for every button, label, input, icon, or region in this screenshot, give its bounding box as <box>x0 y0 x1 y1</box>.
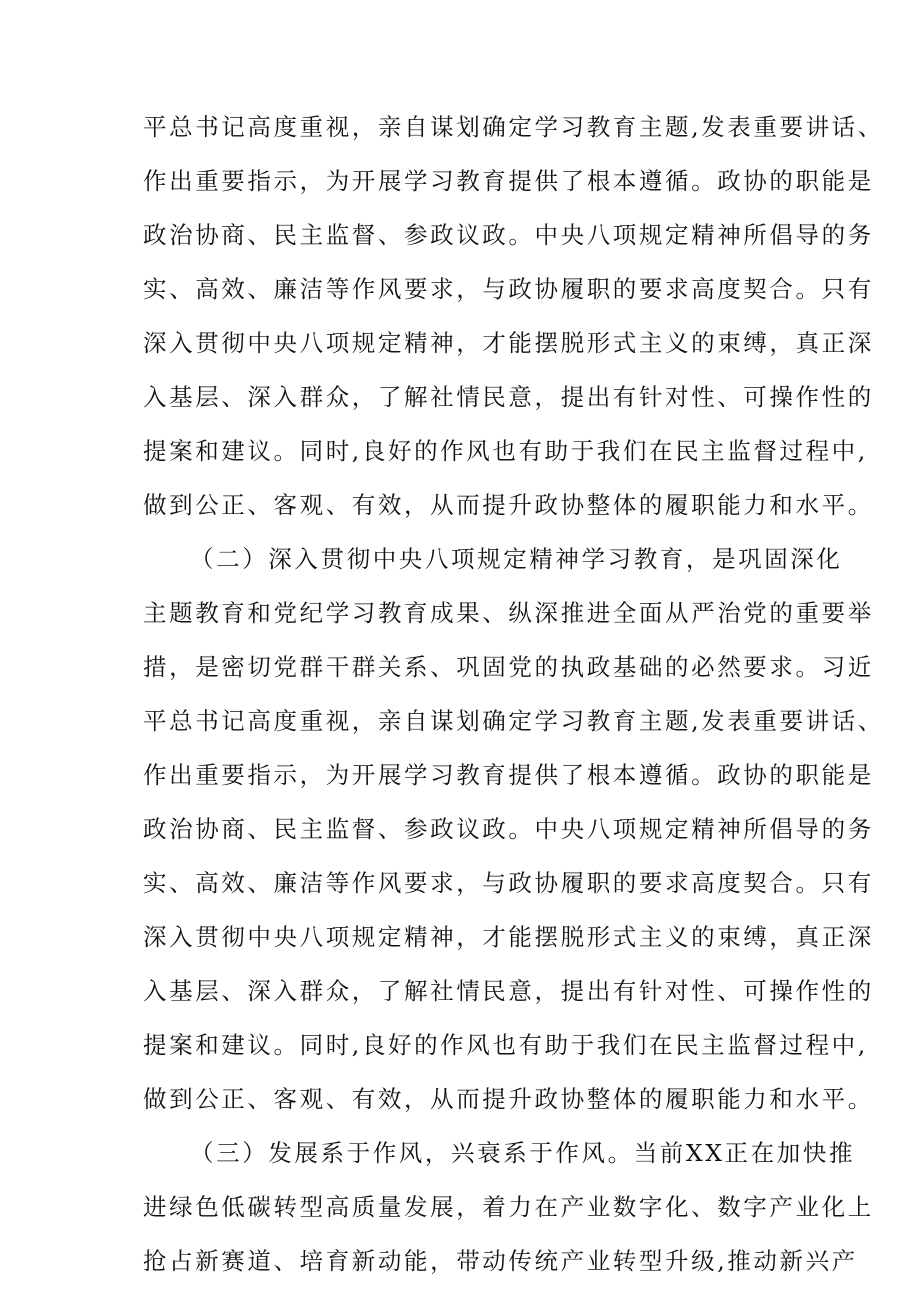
text-line: 进绿色低碳转型高质量发展，着力在产业数字化、数字产业化上 <box>143 1193 874 1221</box>
text-line-indented: （二）深入贯彻中央八项规定精神学习教育，是巩固深化 <box>190 545 843 573</box>
text-line: 作出重要指示，为开展学习教育提供了根本遵循。政协的职能是 <box>143 167 874 195</box>
text-line: 主题教育和党纪学习教育成果、纵深推进全面从严治党的重要举 <box>143 599 874 627</box>
text-line: 平总书记高度重视，亲自谋划确定学习教育主题,发表重要讲话、 <box>143 707 884 735</box>
text-line: 实、高效、廉洁等作风要求，与政协履职的要求高度契合。只有 <box>143 869 874 897</box>
text-line: 政治协商、民主监督、参政议政。中央八项规定精神所倡导的务 <box>143 221 874 249</box>
text-line: 政治协商、民主监督、参政议政。中央八项规定精神所倡导的务 <box>143 815 874 843</box>
text-line: 做到公正、客观、有效，从而提升政协整体的履职能力和水平。 <box>143 1085 874 1113</box>
text-line: 实、高效、廉洁等作风要求，与政协履职的要求高度契合。只有 <box>143 275 874 303</box>
text-line: 深入贯彻中央八项规定精神，才能摆脱形式主义的束缚，真正深 <box>143 923 874 951</box>
text-line: 入基层、深入群众，了解社情民意，提出有针对性、可操作性的 <box>143 383 874 411</box>
paragraph-2 <box>143 532 884 1126</box>
document-body <box>143 100 884 1288</box>
paragraph-1 <box>143 100 884 532</box>
text-line: 提案和建议。同时,良好的作风也有助于我们在民主监督过程中, <box>143 1031 868 1059</box>
text-line: 措，是密切党群干群关系、巩固党的执政基础的必然要求。习近 <box>143 653 874 681</box>
text-line: 提案和建议。同时,良好的作风也有助于我们在民主监督过程中, <box>143 437 868 465</box>
text-line: 平总书记高度重视，亲自谋划确定学习教育主题,发表重要讲话、 <box>143 113 884 141</box>
text-line-indented: （三）发展系于作风，兴衰系于作风。当前XX正在加快推 <box>190 1139 856 1167</box>
paragraph-3 <box>143 1126 874 1288</box>
text-line: 入基层、深入群众，了解社情民意，提出有针对性、可操作性的 <box>143 977 874 1005</box>
text-line: 深入贯彻中央八项规定精神，才能摆脱形式主义的束缚，真正深 <box>143 329 874 357</box>
text-line: 作出重要指示，为开展学习教育提供了根本遵循。政协的职能是 <box>143 761 874 789</box>
text-line: 抢占新赛道、培育新动能，带动传统产业转型升级,推动新兴产 <box>143 1247 858 1275</box>
text-line: 做到公正、客观、有效，从而提升政协整体的履职能力和水平。 <box>143 491 874 519</box>
